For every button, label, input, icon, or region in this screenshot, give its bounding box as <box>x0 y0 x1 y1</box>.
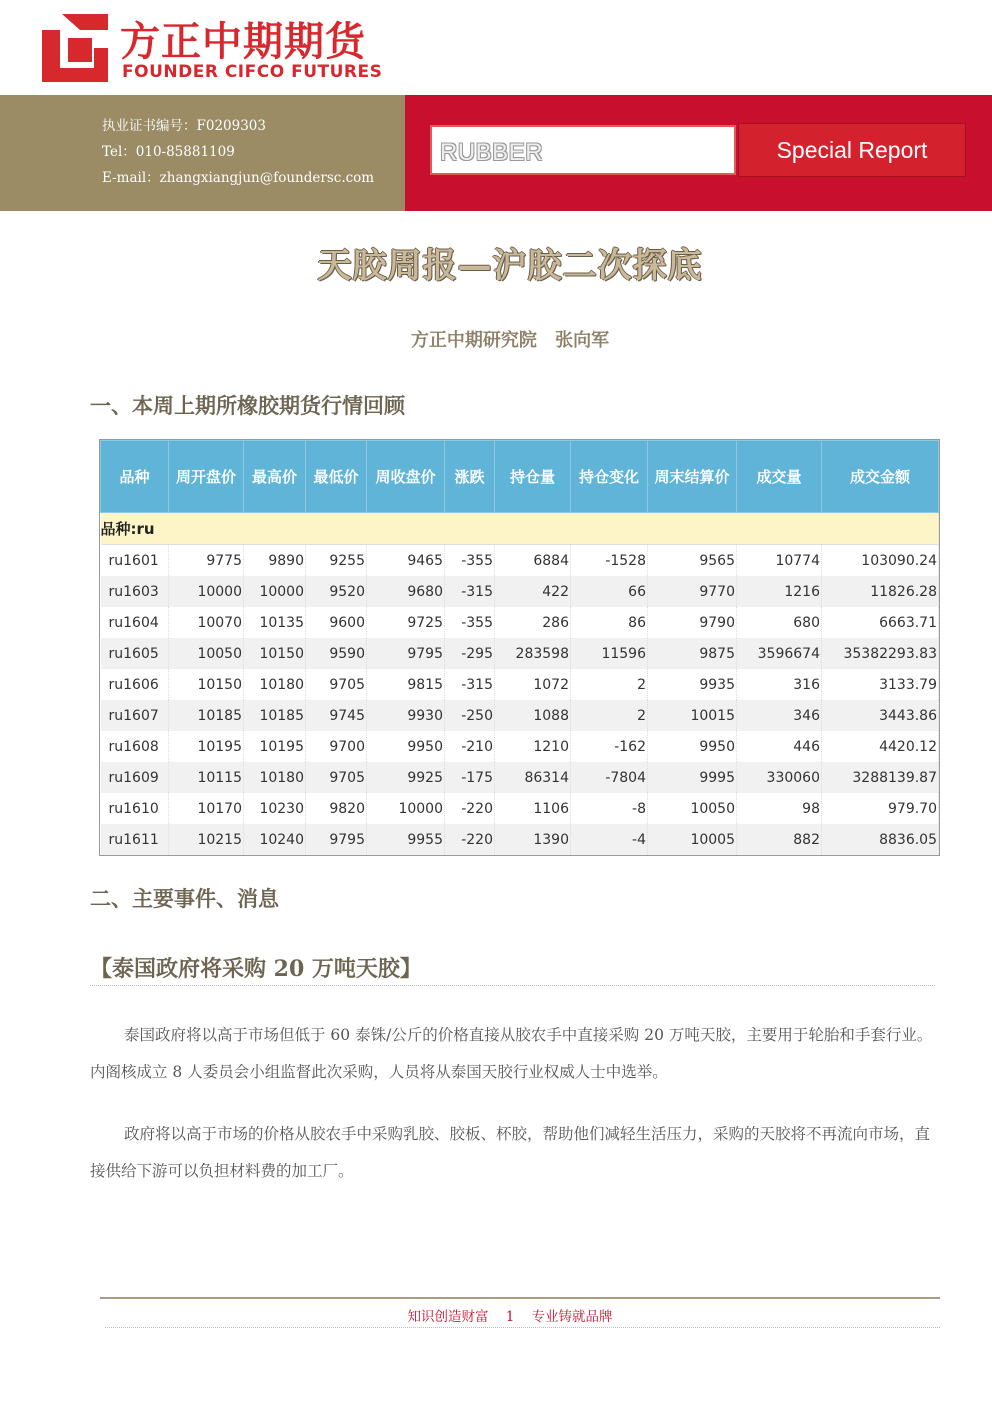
telephone: Tel：010-85881109 <box>102 144 235 160</box>
group-label: 品种:ru <box>101 513 939 545</box>
footer-dotted-divider <box>105 1327 940 1328</box>
table-cell: 10135 <box>244 607 306 638</box>
table-cell: -355 <box>445 607 495 638</box>
table-cell: 9705 <box>306 669 367 700</box>
table-cell: 3133.79 <box>822 669 939 700</box>
company-logo <box>40 8 400 88</box>
table-cell: 98 <box>737 793 822 824</box>
table-cell: 10180 <box>244 669 306 700</box>
table-cell: 9590 <box>306 638 367 669</box>
report-author: 方正中期研究院 张向军 <box>410 330 610 351</box>
table-cell: 9950 <box>367 731 445 762</box>
email: E-mail：zhangxiangjun@foundersc.com <box>102 170 375 186</box>
table-cell: 9890 <box>244 545 306 577</box>
table-cell: 9955 <box>367 824 445 855</box>
table-cell: 10000 <box>244 576 306 607</box>
table-cell: 2 <box>571 669 648 700</box>
table-cell: -220 <box>445 824 495 855</box>
table-cell: 1088 <box>495 700 571 731</box>
table-cell: 2 <box>571 700 648 731</box>
table-row <box>101 793 939 824</box>
table-cell: -1528 <box>571 545 648 577</box>
logo-chinese-name: 方正中期期货 <box>120 19 366 65</box>
table-cell: 346 <box>737 700 822 731</box>
contract-code-cell: ru1608 <box>101 731 169 762</box>
table-cell: 9705 <box>306 762 367 793</box>
table-cell: 11826.28 <box>822 576 939 607</box>
table-cell: 9815 <box>367 669 445 700</box>
news-paragraph: 政府将以高于市场的价格从胶农手中采购乳胶、胶板、杯胶，帮助他们减轻生活压力，采购的天胶将不再流向市场，直接供给下游可以负担材料费的加工厂。 <box>90 1125 931 1180</box>
table-cell: 1216 <box>737 576 822 607</box>
table-cell: -175 <box>445 762 495 793</box>
table-cell: 4420.12 <box>822 731 939 762</box>
table-cell: -315 <box>445 669 495 700</box>
table-cell: 10050 <box>648 793 737 824</box>
table-group-row <box>101 513 939 545</box>
contract-code-cell: ru1601 <box>101 545 169 577</box>
table-cell: 10774 <box>737 545 822 577</box>
table-cell: 9520 <box>306 576 367 607</box>
table-cell: 3288139.87 <box>822 762 939 793</box>
table-cell: 6663.71 <box>822 607 939 638</box>
contract-code-cell: ru1605 <box>101 638 169 669</box>
table-row <box>101 669 939 700</box>
table-row <box>101 576 939 607</box>
column-header: 周开盘价 <box>169 441 244 513</box>
table-cell: 9795 <box>367 638 445 669</box>
table-cell: 9745 <box>306 700 367 731</box>
table-cell: 9770 <box>648 576 737 607</box>
table-cell: -220 <box>445 793 495 824</box>
contract-code-cell: ru1603 <box>101 576 169 607</box>
table-cell: -355 <box>445 545 495 577</box>
table-cell: 86 <box>571 607 648 638</box>
table-cell: 6884 <box>495 545 571 577</box>
table-cell: 10215 <box>169 824 244 855</box>
table-cell: 11596 <box>571 638 648 669</box>
table-cell: 9790 <box>648 607 737 638</box>
table-cell: 9680 <box>367 576 445 607</box>
table-cell: 10185 <box>169 700 244 731</box>
contact-panel <box>0 95 405 211</box>
table-cell: 882 <box>737 824 822 855</box>
table-cell: 9820 <box>306 793 367 824</box>
table-cell: -7804 <box>571 762 648 793</box>
table-cell: -210 <box>445 731 495 762</box>
column-header: 涨跌 <box>445 441 495 513</box>
table-cell: 10115 <box>169 762 244 793</box>
table-cell: 10170 <box>169 793 244 824</box>
table-cell: 9950 <box>648 731 737 762</box>
table-cell: -162 <box>571 731 648 762</box>
table-cell: 3443.86 <box>822 700 939 731</box>
commodity-label: RUBBER <box>430 125 736 175</box>
table-cell: -4 <box>571 824 648 855</box>
table-cell: 283598 <box>495 638 571 669</box>
news-divider <box>90 985 935 986</box>
table-cell: -8 <box>571 793 648 824</box>
table-cell: 9255 <box>306 545 367 577</box>
table-cell: 3596674 <box>737 638 822 669</box>
table-cell: 10050 <box>169 638 244 669</box>
table-cell: 1072 <box>495 669 571 700</box>
table-header-row <box>101 441 939 513</box>
table-cell: 10195 <box>244 731 306 762</box>
column-header: 最高价 <box>244 441 306 513</box>
table-cell: 10000 <box>367 793 445 824</box>
table-cell: 9935 <box>648 669 737 700</box>
column-header: 持仓变化 <box>571 441 648 513</box>
table-cell: 10070 <box>169 607 244 638</box>
table-cell: 10195 <box>169 731 244 762</box>
table-cell: 10000 <box>169 576 244 607</box>
table-cell: 10005 <box>648 824 737 855</box>
table-cell: 9795 <box>306 824 367 855</box>
table-cell: 1106 <box>495 793 571 824</box>
contract-code-cell: ru1604 <box>101 607 169 638</box>
contract-code-cell: ru1607 <box>101 700 169 731</box>
table-row <box>101 731 939 762</box>
logo-english-name: FOUNDER CIFCO FUTURES <box>122 62 383 82</box>
column-header: 最低价 <box>306 441 367 513</box>
table-row <box>101 638 939 669</box>
table-cell: 9775 <box>169 545 244 577</box>
news-paragraph: 泰国政府将以高于市场但低于 60 泰铢/公斤的价格直接从胶农手中直接采购 20 万吨天胶，主要用于轮胎和手套行业。内阁核成立 8 人委员会小组监督此次采购，人员将从泰国天胶行业权威人士中选举。 <box>90 1026 933 1081</box>
table-cell: 86314 <box>495 762 571 793</box>
report-title: 天胶周报—沪胶二次探底 <box>317 246 703 286</box>
contract-code-cell: ru1606 <box>101 669 169 700</box>
section-heading-market-review: 一、本周上期所橡胶期货行情回顾 <box>90 394 405 418</box>
license-number: 执业证书编号：F0209303 <box>102 118 266 134</box>
contract-code-cell: ru1611 <box>101 824 169 855</box>
header-banner <box>0 95 992 211</box>
table-cell: 10150 <box>244 638 306 669</box>
report-type-label: Special Report <box>738 123 966 177</box>
table-cell: -315 <box>445 576 495 607</box>
table-cell: 9925 <box>367 762 445 793</box>
page-footer: 知识创造财富 1 专业铸就品牌 <box>407 1309 613 1325</box>
table-cell: 66 <box>571 576 648 607</box>
table-cell: 330060 <box>737 762 822 793</box>
footer-divider <box>100 1297 940 1299</box>
table-cell: 35382293.83 <box>822 638 939 669</box>
table-cell: 10015 <box>648 700 737 731</box>
table-cell: 10180 <box>244 762 306 793</box>
table-cell: 286 <box>495 607 571 638</box>
report-type-panel <box>405 95 992 211</box>
table-cell: 316 <box>737 669 822 700</box>
table-cell: 1390 <box>495 824 571 855</box>
contract-code-cell: ru1610 <box>101 793 169 824</box>
column-header: 周收盘价 <box>367 441 445 513</box>
table-cell: 10240 <box>244 824 306 855</box>
table-cell: 103090.24 <box>822 545 939 577</box>
column-header: 持仓量 <box>495 441 571 513</box>
table-row <box>101 700 939 731</box>
table-cell: 10150 <box>169 669 244 700</box>
table-cell: -295 <box>445 638 495 669</box>
table-row <box>101 607 939 638</box>
contract-code-cell: ru1609 <box>101 762 169 793</box>
founder-logo-icon <box>40 12 110 82</box>
table-cell: 680 <box>737 607 822 638</box>
table-cell: 10230 <box>244 793 306 824</box>
news-headline: 【泰国政府将采购 20 万吨天胶】 <box>90 956 422 982</box>
table-row <box>101 824 939 855</box>
table-cell: 9995 <box>648 762 737 793</box>
column-header: 成交量 <box>737 441 822 513</box>
table-cell: 9725 <box>367 607 445 638</box>
table-cell: 446 <box>737 731 822 762</box>
futures-quote-table <box>100 440 939 855</box>
table-cell: 8836.05 <box>822 824 939 855</box>
table-cell: -250 <box>445 700 495 731</box>
table-cell: 9875 <box>648 638 737 669</box>
table-cell: 9565 <box>648 545 737 577</box>
table-row <box>101 762 939 793</box>
column-header: 品种 <box>101 441 169 513</box>
table-cell: 979.70 <box>822 793 939 824</box>
table-cell: 422 <box>495 576 571 607</box>
section-heading-news: 二、主要事件、消息 <box>90 887 279 911</box>
table-cell: 9700 <box>306 731 367 762</box>
table-cell: 10185 <box>244 700 306 731</box>
table-cell: 9930 <box>367 700 445 731</box>
column-header: 成交金额 <box>822 441 939 513</box>
column-header: 周末结算价 <box>648 441 737 513</box>
table-row <box>101 545 939 577</box>
table-cell: 9600 <box>306 607 367 638</box>
table-cell: 9465 <box>367 545 445 577</box>
table-cell: 1210 <box>495 731 571 762</box>
